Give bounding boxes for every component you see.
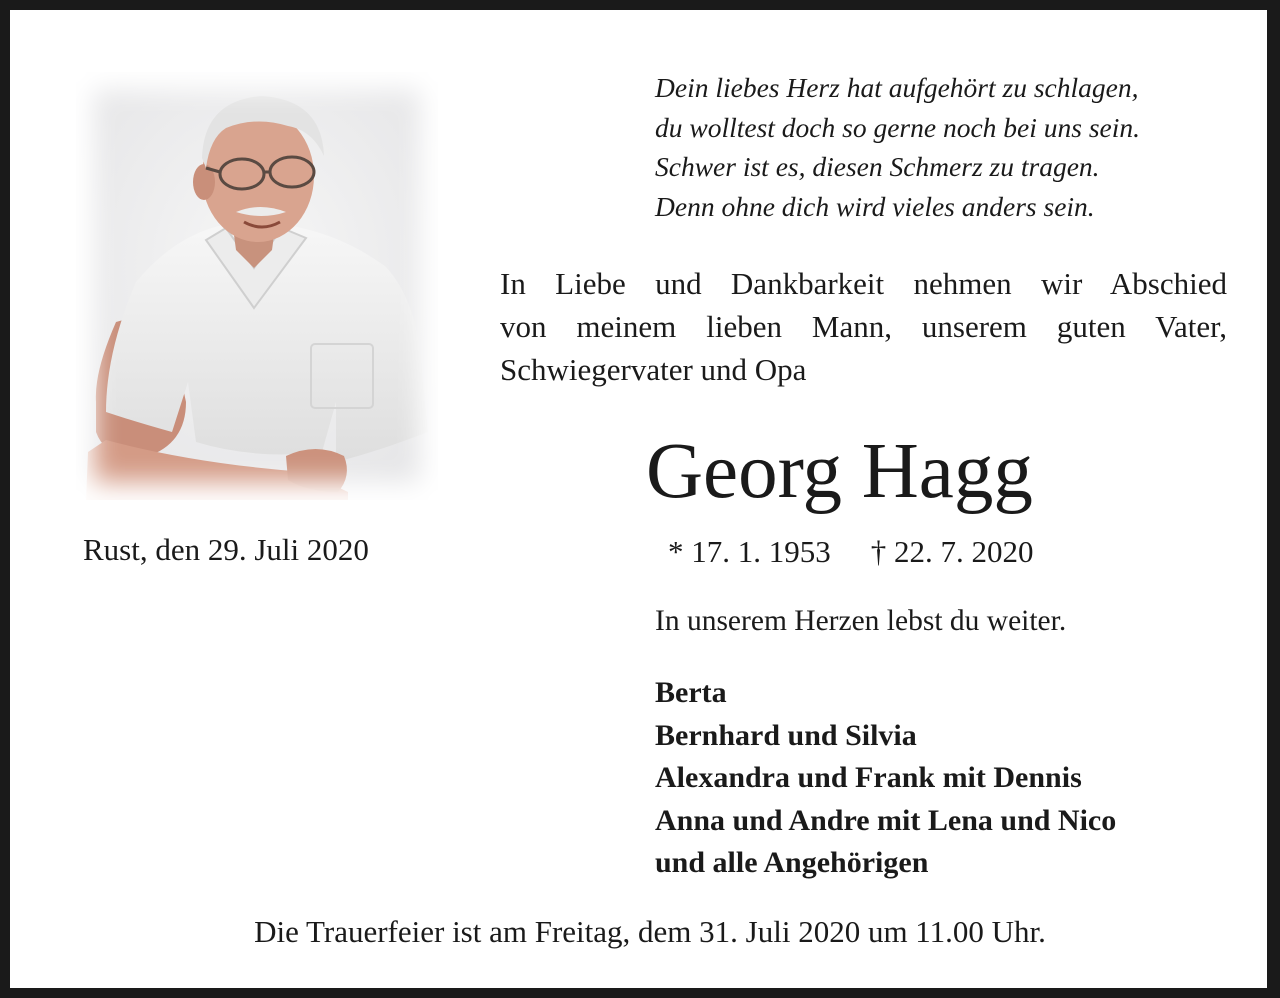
poem-line: Denn ohne dich wird vieles anders sein. [655,190,1095,222]
intro-line: von meinem lieben Mann, unserem guten Vater, [500,309,1227,344]
intro-line: In Liebe und Dankbarkeit nehmen wir Abschied [500,266,1227,301]
intro-line: Schwiegervater und Opa [500,352,807,387]
life-dates [668,530,1034,574]
poem [655,68,1140,226]
mourner-entry: Anna und Andre mit Lena und Nico [655,803,1117,837]
mourner-entry: Alexandra und Frank mit Dennis [655,761,1082,795]
portrait-photo [76,72,438,500]
photo-vignette [76,72,438,500]
mourners-list [655,672,1116,885]
mourner-entry: Berta [655,676,727,709]
poem-line: Dein liebes Herz hat aufgehört zu schlagen, [655,72,1139,103]
motto: In unserem Herzen lebst du weiter. [655,605,1067,637]
place-date: Rust, den 29. Juli 2020 [83,532,369,567]
poem-line: Schwer ist es, diesen Schmerz zu tragen. [655,151,1100,182]
death-date: † 22. 7. 2020 [870,534,1034,569]
farewell-intro [500,262,1227,391]
deceased-name: Georg Hagg [646,428,1033,515]
ceremony-info: Die Trauerfeier ist am Freitag, dem 31. Juli 2020 um 11.00 Uhr. [254,914,1046,949]
poem-line: du wolltest doch so gerne noch bei uns sein. [655,111,1141,143]
birth-date: * 17. 1. 1953 [668,534,831,569]
mourner-entry: Bernhard und Silvia [655,718,917,752]
mourner-entry: und alle Angehörigen [655,846,929,880]
